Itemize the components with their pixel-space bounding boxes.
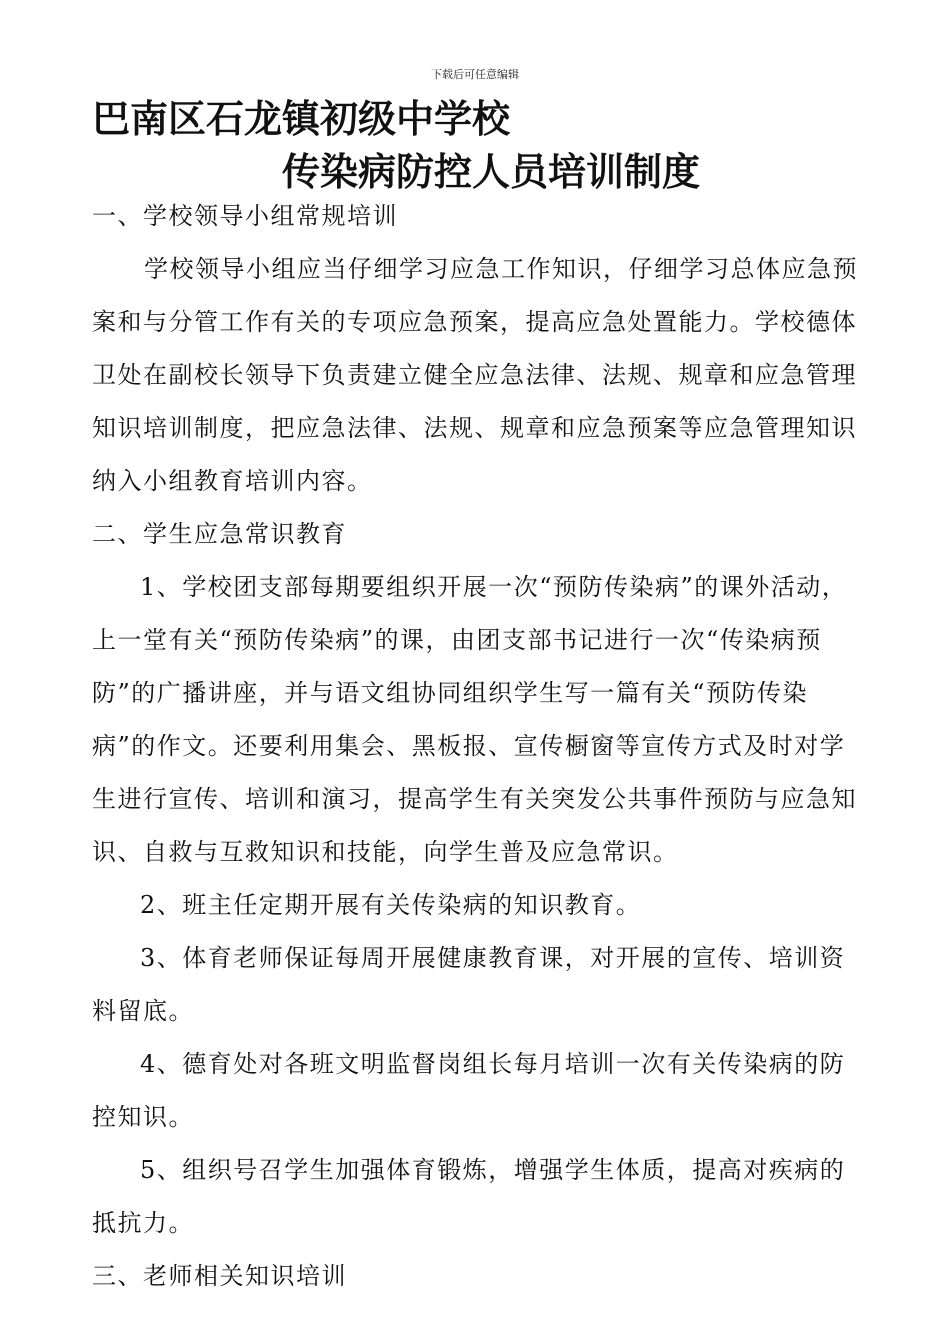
paragraph: 1、学校团支部每期要组织开展一次“预防传染病”的课外活动，上一堂有关“预防传染病”的课，由团支部书记进行一次“传染病预防”的广播讲座，并与语文组协同组织学生写一篇有关“预防传染病”的作文。还要利用集会、黑板报、宣传橱窗等宣传方式及时对学生进行宣传、培训和演习，提高学生有关突发公共事件预防与应急知识、自救与互救知识和技能，向学生普及应急常识。 [92, 573, 857, 866]
section-heading-2: 二、学生应急常识教育 [92, 520, 347, 548]
document-title-line1: 巴南区石龙镇初级中学校 [92, 96, 511, 141]
paragraph: 学校领导小组应当仔细学习应急工作知识，仔细学习总体应急预案和与分管工作有关的专项应急预案，提高应急处置能力。学校德体卫处在副校长领导下负责建立健全应急法律、法规、规章和应急管理知识培训制度，把应急法律、法规、规章和应急预案等应急管理知识纳入小组教育培训内容。 [92, 255, 858, 495]
section-heading-1: 一、学校领导小组常规培训 [92, 202, 398, 230]
paragraph: 5、组织号召学生加强体育锻炼，增强学生体质，提高对疾病的抵抗力。 [92, 1156, 846, 1237]
document-title-line2: 传染病防控人员培训制度 [282, 149, 701, 194]
header-note: 下载后可任意编辑 [431, 68, 519, 81]
paragraph: 2、班主任定期开展有关传染病的知识教育。 [140, 891, 642, 919]
section-heading-3: 三、老师相关知识培训 [92, 1262, 347, 1290]
document-body [92, 190, 862, 1303]
paragraph: 3、体育老师保证每周开展健康教育课，对开展的宣传、培训资料留底。 [92, 944, 846, 1025]
paragraph: 4、德育处对各班文明监督岗组长每月培训一次有关传染病的防控知识。 [92, 1050, 846, 1131]
